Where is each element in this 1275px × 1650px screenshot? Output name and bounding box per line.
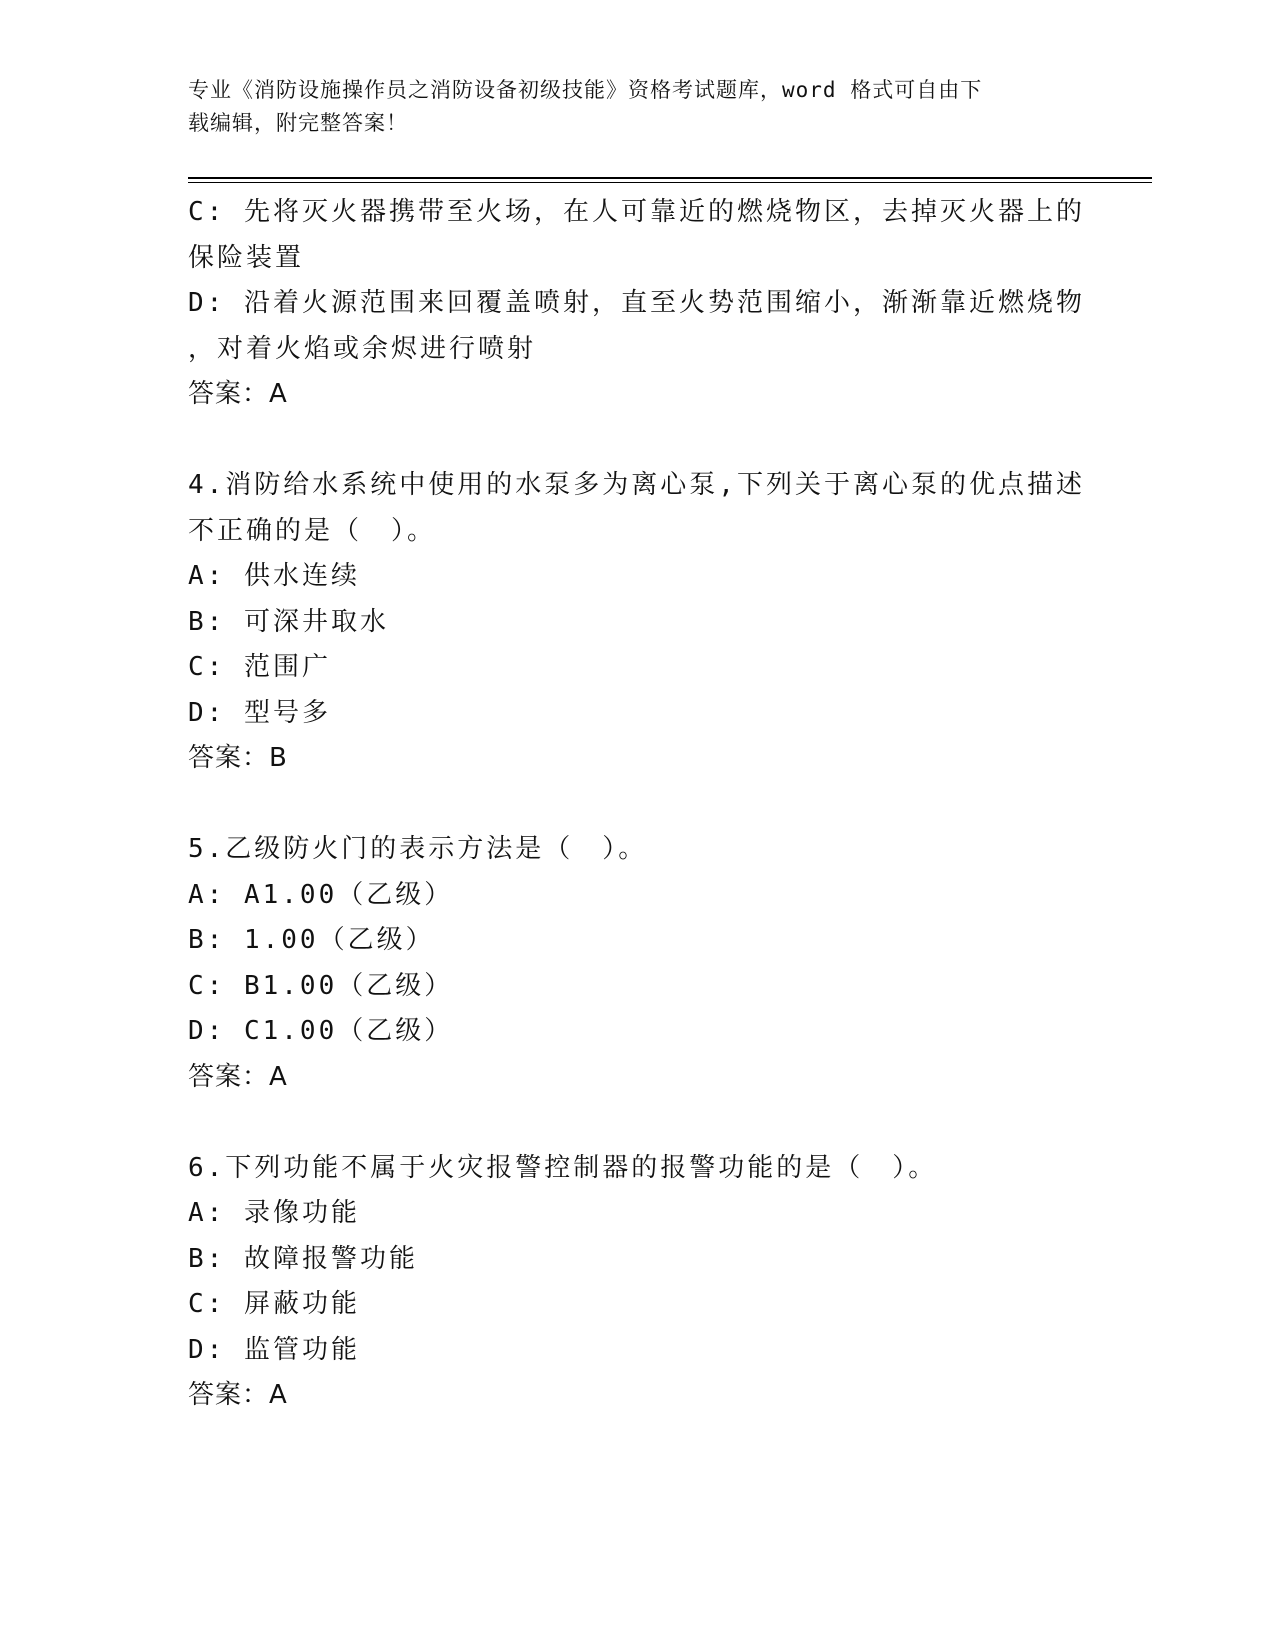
header-divider-thin	[188, 182, 1152, 183]
option-a: A: A1.00（乙级）	[188, 879, 454, 910]
option-c: C: 屏蔽功能	[188, 1289, 360, 1319]
question-3-tail	[188, 190, 1088, 418]
option-c: C: B1.00（乙级）	[188, 970, 454, 1001]
option-d: D: 监管功能	[188, 1334, 360, 1365]
question-4	[188, 463, 1088, 782]
option-b: B: 故障报警功能	[188, 1243, 418, 1274]
option-b: B: 1.00（乙级）	[188, 925, 435, 955]
option-c-line-2: 保险装置	[188, 242, 305, 273]
answer: 答案：A	[188, 379, 288, 409]
option-d-line-2: ，对着火焰或余烬进行喷射	[188, 333, 537, 364]
question-6	[188, 1146, 1088, 1419]
document-header	[188, 74, 1088, 140]
question-5	[188, 827, 1088, 1100]
question-stem-line-2: 不正确的是（ ）。	[188, 515, 437, 546]
answer: 答案：A	[188, 1380, 288, 1410]
option-d: D: 型号多	[188, 697, 331, 728]
answer: 答案：B	[188, 743, 288, 773]
question-stem-line-1: 4.消防给水系统中使用的水泵多为离心泵,下列关于离心泵的优点描述	[188, 470, 1085, 500]
option-b: B: 可深井取水	[188, 606, 389, 637]
option-a: A: 供水连续	[188, 561, 360, 591]
option-d: D: C1.00（乙级）	[188, 1016, 454, 1046]
header-divider-thick	[188, 177, 1152, 179]
option-d-line-1: D: 沿着火源范围来回覆盖喷射，直至火势范围缩小，渐渐靠近燃烧物	[188, 288, 1085, 318]
option-a: A: 录像功能	[188, 1198, 360, 1228]
option-c-line-1: C: 先将灭火器携带至火场，在人可靠近的燃烧物区，去掉灭火器上的	[188, 197, 1085, 227]
question-list	[188, 190, 1088, 1419]
header-line-1: 专业《消防设施操作员之消防设备初级技能》资格考试题库，word 格式可自由下	[188, 78, 983, 102]
header-line-2: 载编辑，附完整答案！	[188, 111, 408, 135]
question-stem: 6.下列功能不属于火灾报警控制器的报警功能的是（ ）。	[188, 1152, 938, 1183]
option-c: C: 范围广	[188, 652, 331, 682]
answer: 答案：A	[188, 1061, 288, 1092]
question-stem: 5.乙级防火门的表示方法是（ ）。	[188, 834, 648, 864]
